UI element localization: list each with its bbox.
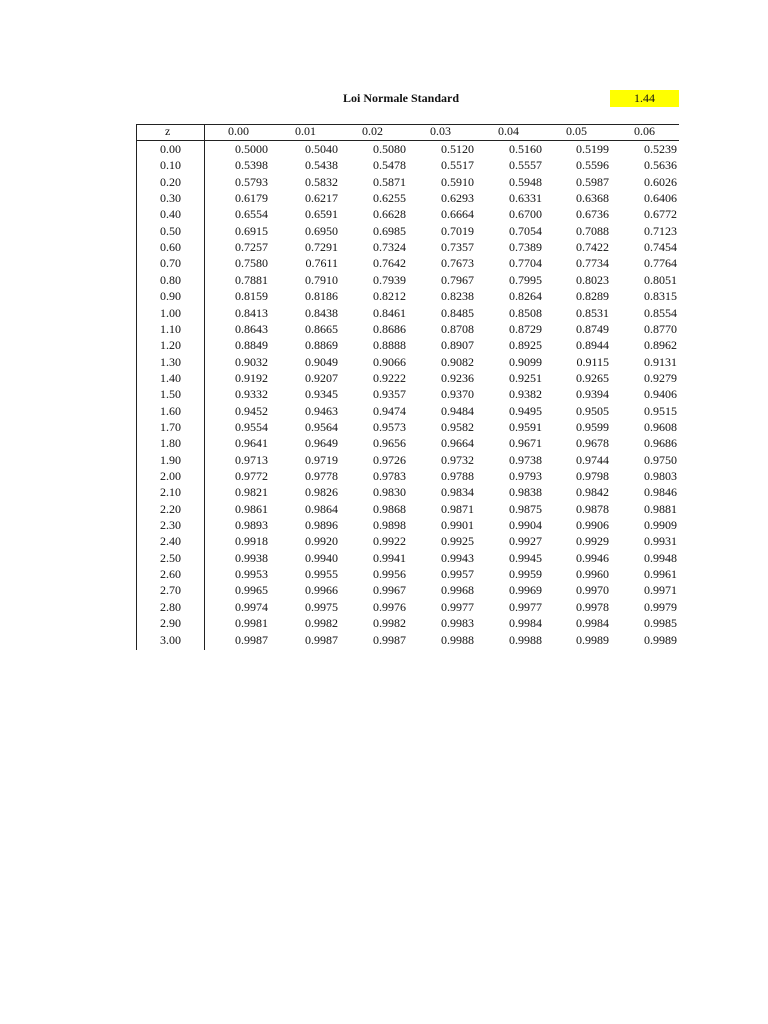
table-cell: 0.9922: [373, 534, 406, 549]
table-cell: 0.9719: [305, 452, 338, 467]
table-cell: 0.9953: [235, 567, 268, 582]
row-z-value: 3.00: [160, 632, 181, 647]
table-cell: 0.8531: [576, 305, 609, 320]
table-cell: 0.8212: [373, 289, 406, 304]
table-row: [137, 501, 679, 517]
table-cell: 0.9049: [305, 354, 338, 369]
table-cell: 0.5080: [373, 142, 406, 156]
table-cell: 0.9987: [235, 632, 268, 647]
table-cell: 0.9798: [576, 469, 609, 483]
table-cell: 0.9838: [509, 485, 542, 500]
table-cell: 0.8238: [441, 289, 474, 304]
table-cell: 0.9641: [235, 436, 268, 451]
table-cell: 0.7088: [576, 223, 609, 238]
table-cell: 0.8729: [509, 321, 542, 336]
table-cell: 0.5239: [644, 142, 677, 156]
table-row: [137, 615, 679, 631]
row-z-value: 1.20: [160, 338, 181, 353]
table-cell: 0.8508: [509, 305, 542, 320]
table-cell: 0.9573: [373, 419, 406, 434]
row-z-value: 1.10: [160, 321, 181, 336]
table-cell: 0.9943: [441, 550, 474, 565]
column-header-0.00: 0.00: [228, 124, 249, 138]
table-cell: 0.7764: [644, 256, 677, 271]
table-cell: 0.9868: [373, 501, 406, 516]
table-cell: 0.9115: [576, 354, 609, 369]
table-cell: 0.6628: [373, 207, 406, 222]
table-cell: 0.9357: [373, 387, 406, 402]
row-z-value: 1.30: [160, 354, 181, 369]
row-z-value: 0.20: [160, 174, 181, 189]
table-cell: 0.7704: [509, 256, 542, 271]
table-cell: 0.7910: [305, 272, 338, 287]
table-row: [137, 435, 679, 451]
table-row: [137, 419, 679, 435]
table-cell: 0.9975: [305, 599, 338, 614]
table-row: [137, 599, 679, 615]
table-cell: 0.9515: [644, 403, 677, 418]
table-cell: 0.5160: [509, 142, 542, 156]
table-cell: 0.9265: [576, 370, 609, 385]
table-row: [137, 582, 679, 598]
row-z-value: 0.60: [160, 240, 181, 255]
table-row: [137, 272, 679, 288]
table-cell: 0.9978: [576, 599, 609, 614]
table-cell: 0.9893: [235, 518, 268, 533]
table-row: [137, 255, 679, 271]
table-cell: 0.9783: [373, 469, 406, 483]
table-cell: 0.5120: [441, 142, 474, 156]
table-cell: 0.9906: [576, 518, 609, 533]
table-cell: 0.5438: [305, 158, 338, 173]
table-cell: 0.7291: [305, 240, 338, 255]
table-cell: 0.9956: [373, 567, 406, 582]
table-cell: 0.8554: [644, 305, 677, 320]
table-cell: 0.8023: [576, 272, 609, 287]
row-z-value: 0.80: [160, 272, 181, 287]
table-cell: 0.9066: [373, 354, 406, 369]
table-cell: 0.9987: [305, 632, 338, 647]
table-cell: 0.7939: [373, 272, 406, 287]
table-cell: 0.6293: [441, 191, 474, 206]
page-title: Loi Normale Standard: [343, 91, 460, 105]
table-cell: 0.9971: [644, 583, 677, 598]
table-cell: 0.9959: [509, 567, 542, 582]
row-z-value: 2.60: [160, 567, 181, 582]
row-z-value: 0.70: [160, 256, 181, 271]
column-header-0.05: 0.05: [566, 124, 587, 138]
table-cell: 0.9945: [509, 550, 542, 565]
table-cell: 0.8485: [441, 305, 474, 320]
table-cell: 0.9976: [373, 599, 406, 614]
table-cell: 0.8461: [373, 305, 406, 320]
table-cell: 0.5517: [441, 158, 474, 173]
table-cell: 0.6406: [644, 191, 677, 206]
table-cell: 0.9982: [373, 616, 406, 631]
table-cell: 0.5910: [441, 174, 474, 189]
table-cell: 0.6255: [373, 191, 406, 206]
column-header-0.04: 0.04: [498, 124, 519, 138]
table-cell: 0.7642: [373, 256, 406, 271]
table-cell: 0.9192: [235, 370, 268, 385]
table-cell: 0.7257: [235, 240, 268, 255]
row-z-value: 2.70: [160, 583, 181, 598]
column-header-z: z: [165, 124, 171, 138]
table-cell: 0.5596: [576, 158, 609, 173]
table-cell: 0.6950: [305, 223, 338, 238]
table-cell: 0.9345: [305, 387, 338, 402]
table-cell: 0.8289: [576, 289, 609, 304]
table-cell: 0.9554: [235, 419, 268, 434]
row-z-value: 2.40: [160, 534, 181, 549]
table-cell: 0.9871: [441, 501, 474, 516]
table-cell: 0.9974: [235, 599, 268, 614]
row-z-value: 0.00: [160, 142, 181, 156]
table-cell: 0.7454: [644, 240, 677, 255]
table-cell: 0.7324: [373, 240, 406, 255]
table-row: [137, 305, 679, 321]
table-cell: 0.6368: [576, 191, 609, 206]
table-cell: 0.9977: [509, 599, 542, 614]
table-cell: 0.9982: [305, 616, 338, 631]
table-cell: 0.9925: [441, 534, 474, 549]
table-cell: 0.9656: [373, 436, 406, 451]
table-cell: 0.9744: [576, 452, 609, 467]
table-cell: 0.9948: [644, 550, 677, 565]
row-z-value: 1.90: [160, 452, 181, 467]
table-row: [137, 190, 679, 206]
table-cell: 0.6331: [509, 191, 542, 206]
table-cell: 0.8665: [305, 321, 338, 336]
table-cell: 0.9608: [644, 419, 677, 434]
table-cell: 0.9082: [441, 354, 474, 369]
table-cell: 0.5557: [509, 158, 542, 173]
table-cell: 0.9664: [441, 436, 474, 451]
table-cell: 0.6026: [644, 174, 677, 189]
table-cell: 0.8907: [441, 338, 474, 353]
table-cell: 0.9940: [305, 550, 338, 565]
row-z-value: 1.70: [160, 419, 181, 434]
row-z-value: 2.80: [160, 599, 181, 614]
table-row: [137, 370, 679, 386]
table-cell: 0.9989: [576, 632, 609, 647]
table-cell: 0.8264: [509, 289, 542, 304]
table-cell: 0.9834: [441, 485, 474, 500]
table-cell: 0.6736: [576, 207, 609, 222]
table-cell: 0.7019: [441, 223, 474, 238]
table-cell: 0.9671: [509, 436, 542, 451]
table-cell: 0.7580: [235, 256, 268, 271]
table-cell: 0.6179: [235, 191, 268, 206]
row-z-value: 0.90: [160, 289, 181, 304]
table-cell: 0.5832: [305, 174, 338, 189]
table-cell: 0.9394: [576, 387, 609, 402]
row-z-value: 2.90: [160, 616, 181, 631]
table-cell: 0.9821: [235, 485, 268, 500]
table-row: [137, 288, 679, 304]
table-cell: 0.9909: [644, 518, 677, 533]
table-cell: 0.8686: [373, 321, 406, 336]
table-cell: 0.5871: [373, 174, 406, 189]
table-row: [137, 403, 679, 419]
table-cell: 0.9965: [235, 583, 268, 598]
table-cell: 0.8849: [235, 338, 268, 353]
table-cell: 0.9970: [576, 583, 609, 598]
table-cell: 0.9788: [441, 469, 474, 483]
table-cell: 0.5478: [373, 158, 406, 173]
table-cell: 0.9938: [235, 550, 268, 565]
table-cell: 0.9599: [576, 419, 609, 434]
table-cell: 0.9968: [441, 583, 474, 598]
table-row: [137, 452, 679, 468]
table-cell: 0.9131: [644, 354, 677, 369]
table-cell: 0.8413: [235, 305, 268, 320]
table-cell: 0.9382: [509, 387, 542, 402]
table-cell: 0.9236: [441, 370, 474, 385]
table-cell: 0.9842: [576, 485, 609, 500]
row-z-value: 0.50: [160, 223, 181, 238]
table-cell: 0.9861: [235, 501, 268, 516]
table-cell: 0.9988: [509, 632, 542, 647]
table-cell: 0.9966: [305, 583, 338, 598]
table-cell: 0.9881: [644, 501, 677, 516]
table-cell: 0.9979: [644, 599, 677, 614]
table-row: [137, 354, 679, 370]
table-cell: 0.9207: [305, 370, 338, 385]
column-header-0.01: 0.01: [295, 124, 316, 138]
table-cell: 0.9987: [373, 632, 406, 647]
table-cell: 0.7995: [509, 272, 542, 287]
table-cell: 0.5793: [235, 174, 268, 189]
table-cell: 0.8944: [576, 338, 609, 353]
row-z-value: 2.00: [160, 469, 181, 483]
table-cell: 0.9988: [441, 632, 474, 647]
table-cell: 0.9830: [373, 485, 406, 500]
table-cell: 0.9864: [305, 501, 338, 516]
row-z-value: 0.40: [160, 207, 181, 222]
table-top-border: [136, 124, 679, 125]
table-cell: 0.5636: [644, 158, 677, 173]
table-cell: 0.9279: [644, 370, 677, 385]
table-cell: 0.9332: [235, 387, 268, 402]
table-cell: 0.9955: [305, 567, 338, 582]
table-cell: 0.9977: [441, 599, 474, 614]
table-cell: 0.6700: [509, 207, 542, 222]
row-z-value: 0.30: [160, 191, 181, 206]
table-cell: 0.9920: [305, 534, 338, 549]
table-cell: 0.9983: [441, 616, 474, 631]
row-z-value: 1.60: [160, 403, 181, 418]
table-cell: 0.8051: [644, 272, 677, 287]
table-cell: 0.9918: [235, 534, 268, 549]
table-row: [137, 517, 679, 533]
table-cell: 0.8315: [644, 289, 677, 304]
table-cell: 0.8925: [509, 338, 542, 353]
table-row: [137, 206, 679, 222]
table-cell: 0.9929: [576, 534, 609, 549]
table-cell: 0.9826: [305, 485, 338, 500]
table-cell: 0.7734: [576, 256, 609, 271]
table-cell: 0.9649: [305, 436, 338, 451]
table-cell: 0.8159: [235, 289, 268, 304]
table-cell: 0.5398: [235, 158, 268, 173]
table-cell: 0.7357: [441, 240, 474, 255]
table-cell: 0.9957: [441, 567, 474, 582]
table-cell: 0.9738: [509, 452, 542, 467]
row-z-value: 1.00: [160, 305, 181, 320]
table-row: [137, 386, 679, 402]
table-cell: 0.6554: [235, 207, 268, 222]
table-cell: 0.9591: [509, 419, 542, 434]
table-cell: 0.5199: [576, 142, 609, 156]
table-cell: 0.9505: [576, 403, 609, 418]
table-cell: 0.7673: [441, 256, 474, 271]
row-z-value: 0.10: [160, 158, 181, 173]
table-cell: 0.8869: [305, 338, 338, 353]
table-cell: 0.9406: [644, 387, 677, 402]
table-cell: 0.9985: [644, 616, 677, 631]
table-cell: 0.9452: [235, 403, 268, 418]
table-row: [137, 321, 679, 337]
table-cell: 0.9931: [644, 534, 677, 549]
row-z-value: 2.10: [160, 485, 181, 500]
table-cell: 0.9984: [509, 616, 542, 631]
table-cell: 0.8186: [305, 289, 338, 304]
table-cell: 0.9898: [373, 518, 406, 533]
table-cell: 0.7422: [576, 240, 609, 255]
table-cell: 0.9732: [441, 452, 474, 467]
table-cell: 0.9484: [441, 403, 474, 418]
table-cell: 0.8962: [644, 338, 677, 353]
table-cell: 0.9678: [576, 436, 609, 451]
table-row: [137, 550, 679, 566]
row-z-value: 1.40: [160, 370, 181, 385]
table-row: [137, 337, 679, 353]
column-header-0.06: 0.06: [634, 124, 655, 138]
table-cell: 0.8888: [373, 338, 406, 353]
table-cell: 0.7123: [644, 223, 677, 238]
table-cell: 0.8643: [235, 321, 268, 336]
table-cell: 0.9582: [441, 419, 474, 434]
table-cell: 0.6985: [373, 223, 406, 238]
table-cell: 0.9463: [305, 403, 338, 418]
table-row: [137, 239, 679, 255]
table-cell: 0.7389: [509, 240, 542, 255]
table-cell: 0.6217: [305, 191, 338, 206]
row-z-value: 1.80: [160, 436, 181, 451]
table-cell: 0.9946: [576, 550, 609, 565]
table-cell: 0.9251: [509, 370, 542, 385]
table-row: [137, 468, 679, 484]
table-cell: 0.9984: [576, 616, 609, 631]
table-cell: 0.9846: [644, 485, 677, 500]
table-cell: 0.9222: [373, 370, 406, 385]
table-row: [137, 174, 679, 190]
table-cell: 0.9967: [373, 583, 406, 598]
table-cell: 0.9878: [576, 501, 609, 516]
table-cell: 0.7967: [441, 272, 474, 287]
column-header-0.03: 0.03: [430, 124, 451, 138]
table-cell: 0.7054: [509, 223, 542, 238]
table-cell: 0.8708: [441, 321, 474, 336]
z-input-cell[interactable]: 1.44: [610, 90, 679, 107]
table-cell: 0.9032: [235, 354, 268, 369]
table-cell: 0.8749: [576, 321, 609, 336]
table-cell: 0.9099: [509, 354, 542, 369]
table-cell: 0.9726: [373, 452, 406, 467]
table-row: [137, 223, 679, 239]
table-cell: 0.9960: [576, 567, 609, 582]
table-cell: 0.9793: [509, 469, 542, 483]
table-cell: 0.9564: [305, 419, 338, 434]
table-cell: 0.5040: [305, 142, 338, 156]
table-cell: 0.9370: [441, 387, 474, 402]
table-cell: 0.9875: [509, 501, 542, 516]
table-row: [137, 632, 679, 648]
table-cell: 0.5948: [509, 174, 542, 189]
table-cell: 0.9686: [644, 436, 677, 451]
table-row: [137, 157, 679, 173]
table-cell: 0.9772: [235, 469, 268, 483]
table-cell: 0.9927: [509, 534, 542, 549]
table-cell: 0.8438: [305, 305, 338, 320]
table-cell: 0.6915: [235, 223, 268, 238]
table-row: [137, 484, 679, 500]
table-row: [137, 533, 679, 549]
table-cell: 0.9750: [644, 452, 677, 467]
table-cell: 0.9989: [644, 632, 677, 647]
table-cell: 0.9941: [373, 550, 406, 565]
table-cell: 0.9803: [644, 469, 677, 483]
table-cell: 0.8770: [644, 321, 677, 336]
table-cell: 0.6591: [305, 207, 338, 222]
table-row: [137, 141, 679, 157]
row-z-value: 2.50: [160, 550, 181, 565]
table-cell: 0.5000: [235, 142, 268, 156]
table-cell: 0.9778: [305, 469, 338, 483]
table-row: [137, 566, 679, 582]
table-cell: 0.9901: [441, 518, 474, 533]
table-cell: 0.9896: [305, 518, 338, 533]
table-cell: 0.9495: [509, 403, 542, 418]
table-cell: 0.6664: [441, 207, 474, 222]
table-cell: 0.7611: [305, 256, 338, 271]
table-cell: 0.5987: [576, 174, 609, 189]
row-z-value: 2.30: [160, 518, 181, 533]
table-cell: 0.6772: [644, 207, 677, 222]
row-z-value: 1.50: [160, 387, 181, 402]
table-cell: 0.9474: [373, 403, 406, 418]
table-cell: 0.9904: [509, 518, 542, 533]
table-cell: 0.9713: [235, 452, 268, 467]
column-header-0.02: 0.02: [362, 124, 383, 138]
table-cell: 0.7881: [235, 272, 268, 287]
table-cell: 0.9961: [644, 567, 677, 582]
table-cell: 0.9981: [235, 616, 268, 631]
table-cell: 0.9969: [509, 583, 542, 598]
row-z-value: 2.20: [160, 501, 181, 516]
